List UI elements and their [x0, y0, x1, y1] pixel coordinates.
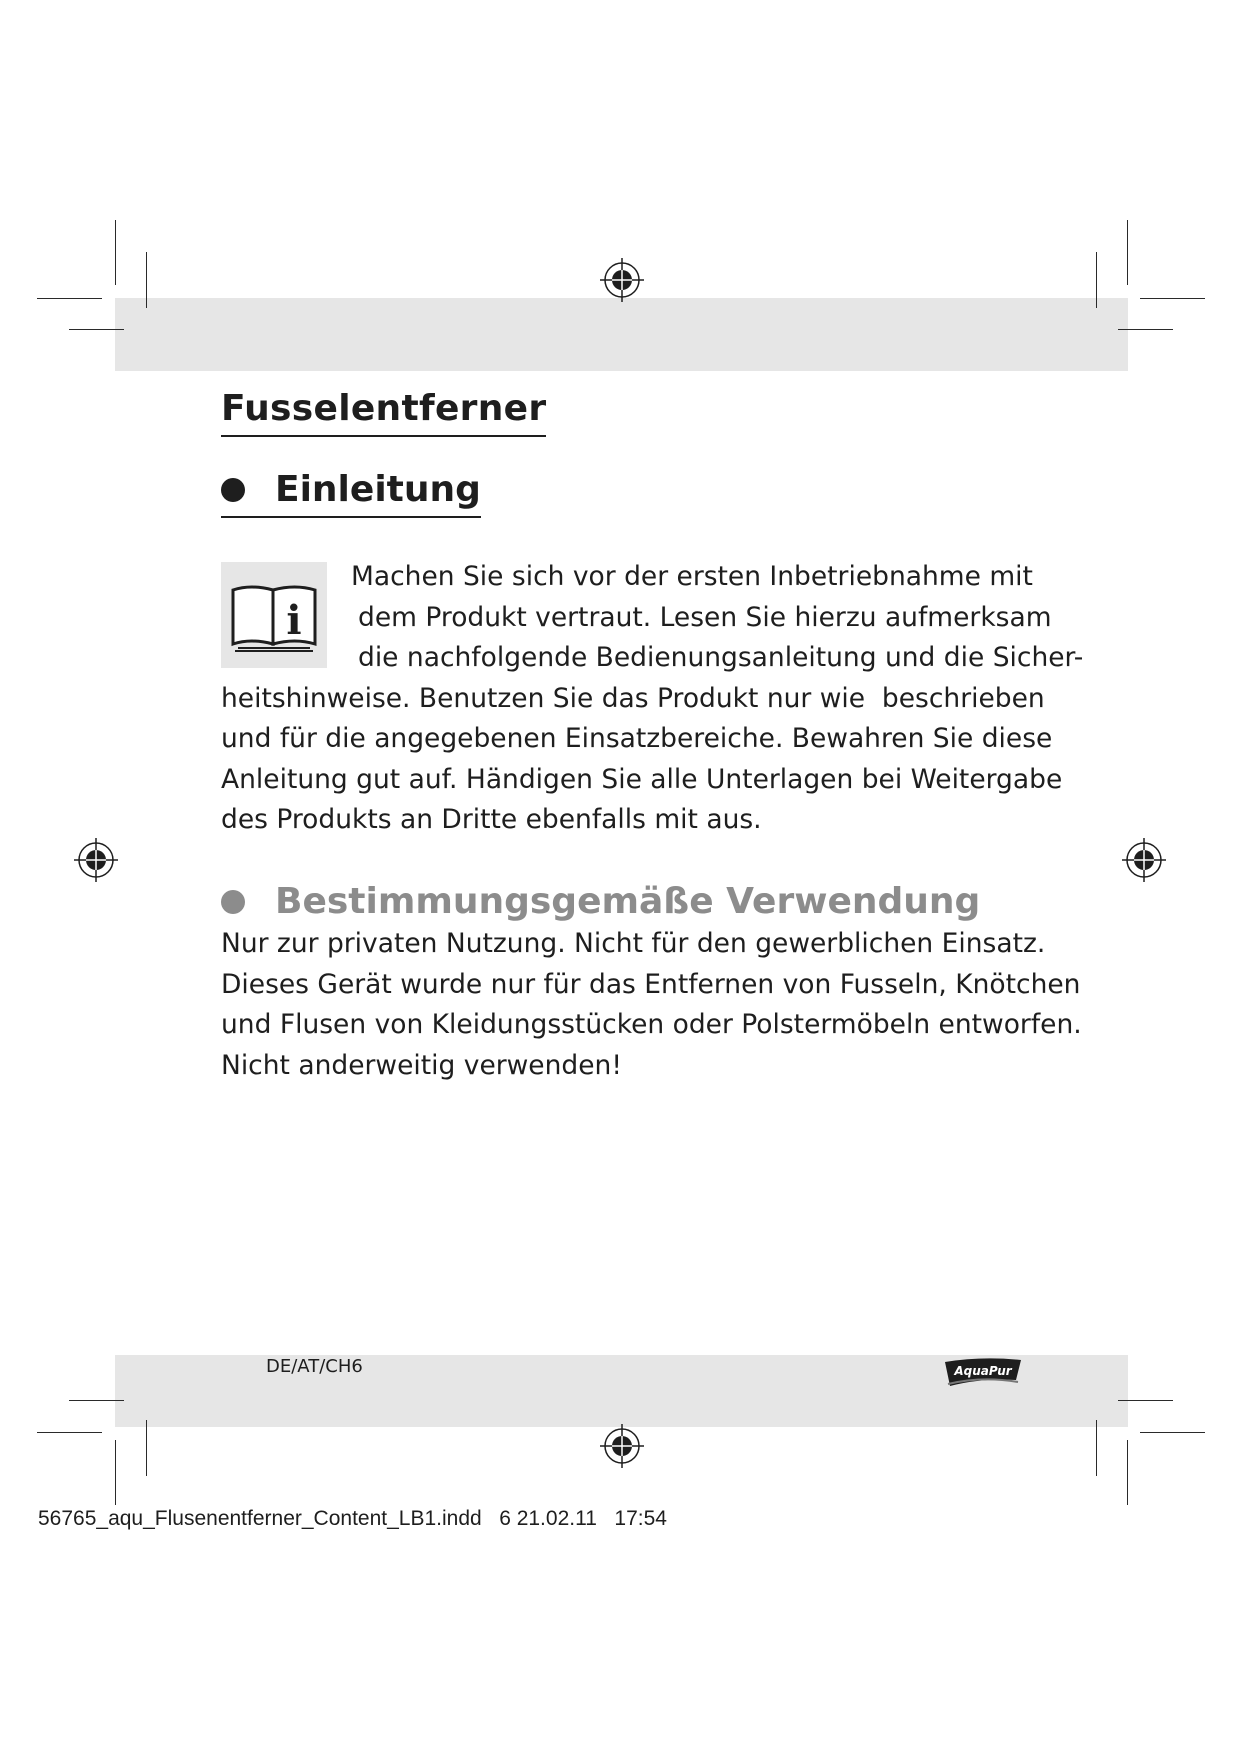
crop-mark [146, 252, 147, 308]
section-heading-label: Bestimmungsgemäße Verwendung [275, 881, 981, 922]
use-paragraph [221, 924, 1082, 1086]
text-line: und für die angegebenen Einsatzbereiche. Bewahren Sie diese [221, 723, 1053, 754]
crop-mark [1127, 1440, 1128, 1505]
text-line: heitshinweise. Benutzen Sie das Produkt nur wie beschrieben [221, 682, 1045, 714]
header-band [115, 298, 1128, 371]
text-line: des Produkts an Dritte ebenfalls mit aus. [221, 804, 762, 835]
registration-mark-icon [600, 258, 644, 302]
crop-mark [1140, 298, 1205, 299]
crop-mark [1118, 329, 1173, 330]
crop-mark [1096, 252, 1097, 308]
registration-mark-icon [74, 838, 118, 882]
document-title: Fusselentferner [221, 386, 546, 437]
svg-text:AquaPur: AquaPur [954, 1364, 1012, 1378]
crop-mark [115, 220, 116, 285]
crop-mark [69, 1400, 124, 1401]
crop-mark [1127, 220, 1128, 285]
section-heading-einleitung [221, 468, 481, 518]
text-line: und Flusen von Kleidungsstücken oder Polstermöbeln entworfen. [221, 1009, 1082, 1040]
crop-mark [37, 298, 102, 299]
crop-mark [115, 1440, 116, 1505]
section-heading-bestimmungsgemaesse-verwendung [221, 880, 980, 924]
text-line: Nicht anderweitig verwenden! [221, 1049, 622, 1081]
registration-mark-icon [1122, 838, 1166, 882]
intro-paragraph [221, 557, 1083, 841]
crop-mark [1118, 1400, 1173, 1401]
text-line: Nur zur privaten Nutzung. Nicht für den gewerblichen Einsatz. [221, 928, 1046, 959]
file-slug: 56765_aqu_Flusenentferner_Content_LB1.indd 6 21.02.11 17:54 [38, 1507, 667, 1530]
text-line: Anleitung gut auf. Händigen Sie alle Unterlagen bei Weitergabe [221, 763, 1063, 795]
brand-logo [942, 1356, 1024, 1390]
text-line: dem Produkt vertraut. Lesen Sie hierzu aufmerksam [358, 601, 1052, 633]
bullet-icon [221, 890, 245, 914]
registration-mark-icon [600, 1424, 644, 1468]
page-number: DE/AT/CH6 [266, 1356, 363, 1377]
svg-text:i: i [286, 597, 302, 644]
crop-mark [69, 329, 124, 330]
bullet-icon [221, 478, 245, 502]
text-line: Machen Sie sich vor der ersten Inbetriebnahme mit [351, 561, 1033, 592]
text-line: die nachfolgende Bedienungsanleitung und die Sicher- [358, 642, 1084, 673]
crop-mark [1096, 1420, 1097, 1476]
text-line: Dieses Gerät wurde nur für das Entfernen von Fusseln, Knötchen [221, 968, 1081, 1000]
section-heading-label: Einleitung [275, 469, 481, 510]
crop-mark [1140, 1432, 1205, 1433]
crop-mark [37, 1432, 102, 1433]
crop-mark [146, 1420, 147, 1476]
